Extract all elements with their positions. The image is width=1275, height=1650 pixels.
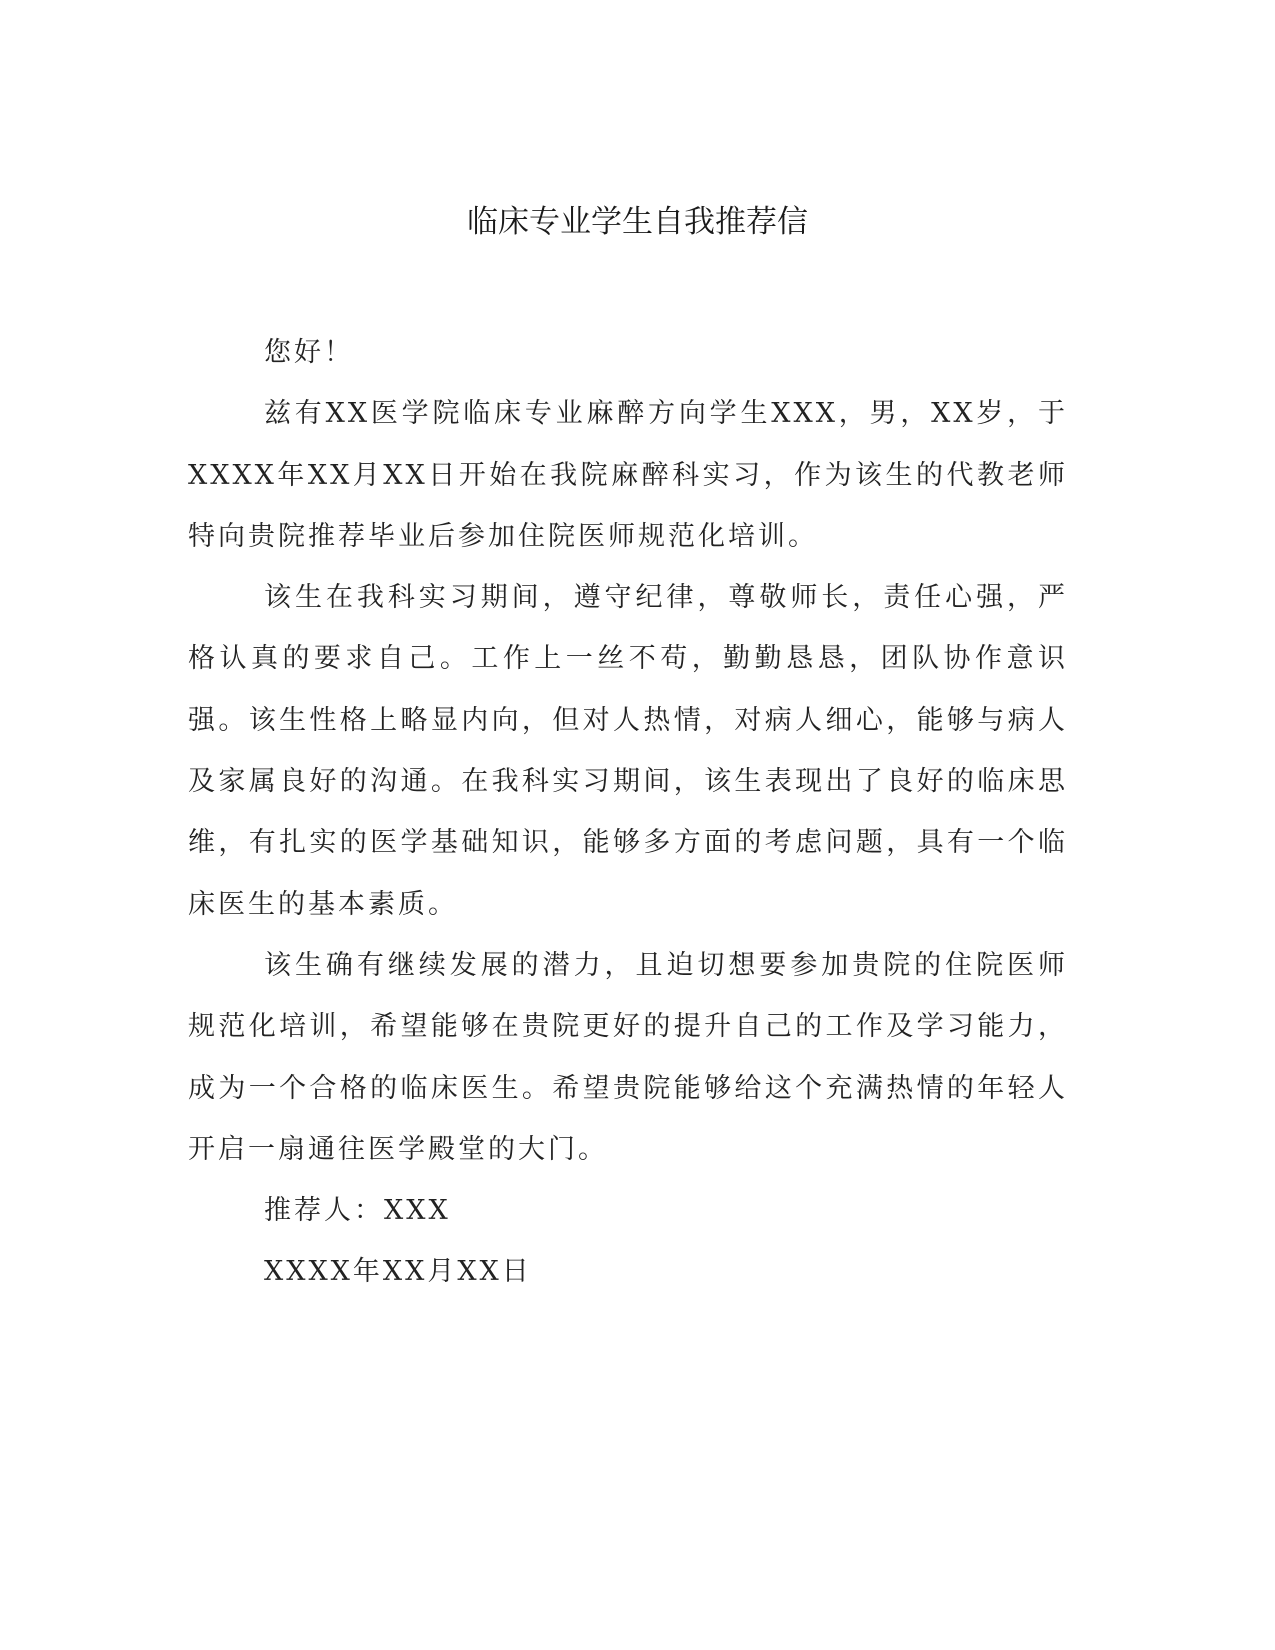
paragraph-recommendation: 该生确有继续发展的潜力，且迫切想要参加贵院的住院医师规范化培训，希望能够在贵院更好的提升自己的工作及学习能力，成为一个合格的临床医生。希望贵院能够给这个充满热情的年轻人开启一扇通往医学殿堂的大门。 [188,949,1068,1165]
document-title: 临床专业学生自我推荐信 [467,204,808,240]
paragraph-performance: 该生在我科实习期间，遵守纪律，尊敬师长，责任心强，严格认真的要求自己。工作上一丝不苟，勤勤恳恳，团队协作意识强。该生性格上略显内向，但对人热情，对病人细心，能够与病人及家属良好的沟通。在我科实习期间，该生表现出了良好的临床思维，有扎实的医学基础知识，能够多方面的考虑问题，具有一个临床医生的基本素质。 [188,582,1068,920]
recommender-signature: 推荐人：XXX [264,1195,451,1227]
paragraph-introduction: 兹有XX医学院临床专业麻醉方向学生XXX，男，XX岁，于XXXX年XX月XX日开始在我院麻醉科实习，作为该生的代教老师特向贵院推荐毕业后参加住院医师规范化培训。 [188,398,1068,552]
letter-date: XXXX年XX月XX日 [264,1256,532,1288]
greeting: 您好！ [264,337,354,368]
letter-body [188,322,1068,1303]
